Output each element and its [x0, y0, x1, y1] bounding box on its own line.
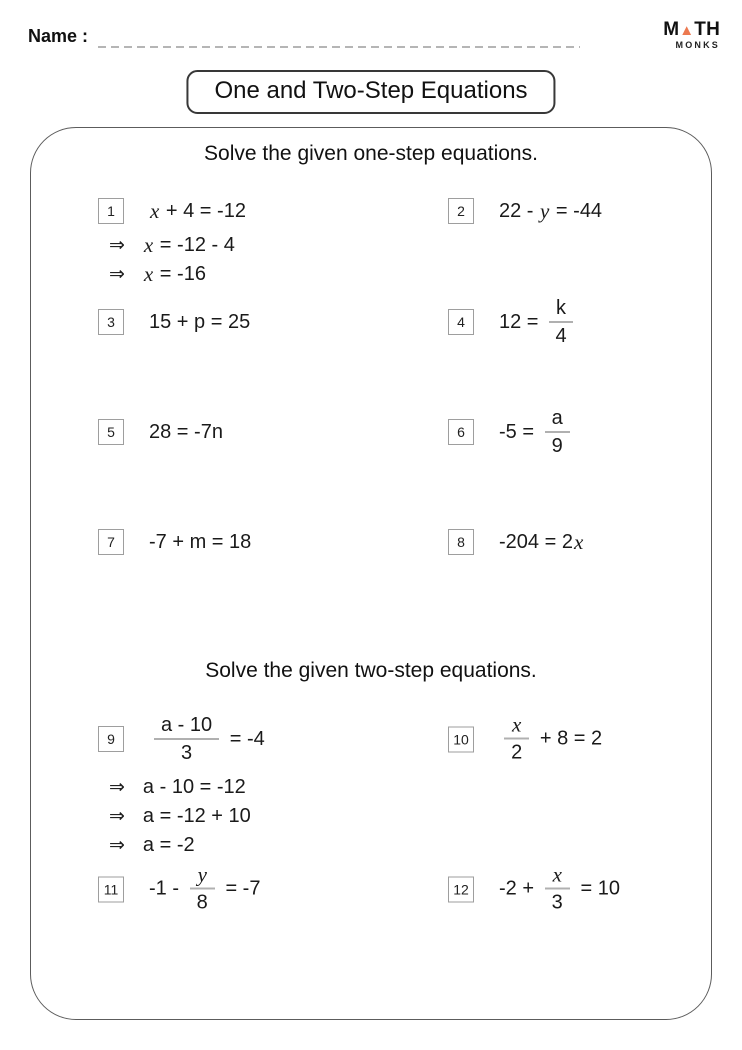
fraction-denominator: [181, 740, 192, 764]
section-heading-two-step: Solve the given two-step equations.: [205, 659, 537, 682]
equation-text: 3: [551, 891, 563, 914]
equation: [149, 862, 261, 914]
problem-number-box: 12: [448, 876, 474, 902]
problem-number-box: 9: [98, 726, 124, 752]
problem-7: [98, 529, 251, 555]
implies-arrow-icon: ⇒: [109, 264, 125, 285]
problem-3: [98, 309, 250, 335]
equation-text: + 4 = -12: [160, 199, 246, 222]
fraction-numerator: [190, 862, 215, 890]
problem-number-box: 5: [98, 419, 124, 445]
equation-text: -7 + m = 18: [149, 530, 252, 553]
equation: [149, 714, 265, 764]
fraction-numerator: [545, 862, 570, 890]
name-fill-line[interactable]: [98, 46, 580, 48]
variable: x: [552, 862, 562, 887]
equation-text: a = -2: [142, 834, 195, 856]
equation-text: 15 + p = 25: [149, 310, 251, 333]
work-line: [109, 234, 235, 257]
logo-wordmark: [663, 20, 720, 40]
variable: y: [197, 862, 207, 887]
problem-number-box: 3: [98, 309, 124, 335]
section-heading-one-step: Solve the given one-step equations.: [204, 142, 538, 165]
equation: [149, 421, 223, 444]
equation-text: 4: [555, 325, 567, 347]
fraction-numerator: [154, 714, 219, 740]
equation-text: 3: [181, 742, 193, 764]
equation-text: = -4: [224, 727, 265, 750]
equation: [499, 407, 575, 457]
implies-arrow-icon: ⇒: [109, 777, 125, 798]
fraction-denominator: [552, 433, 563, 457]
triangle-icon: ▲: [679, 22, 695, 39]
equation: [499, 297, 578, 347]
fraction: [545, 407, 570, 457]
fraction: [545, 862, 570, 914]
fraction-denominator: [197, 890, 208, 914]
fraction-numerator: [545, 407, 570, 433]
equation-text: -1 -: [149, 877, 185, 900]
equation: [499, 531, 584, 554]
fraction: [549, 297, 573, 347]
equation: [149, 200, 246, 223]
math-monks-logo: [663, 20, 720, 50]
problem-number-box: 6: [448, 419, 474, 445]
worked-solution-1: [109, 234, 235, 286]
fraction-denominator: [552, 890, 563, 914]
work-line: [109, 834, 251, 857]
equation: [149, 311, 250, 334]
implies-arrow-icon: ⇒: [109, 835, 125, 856]
work-line: [109, 263, 235, 286]
problem-5: [98, 419, 223, 445]
fraction-numerator: [549, 297, 573, 323]
implies-arrow-icon: ⇒: [109, 806, 125, 827]
problem-10: [448, 712, 603, 764]
problem-9: [98, 714, 265, 764]
logo-th: TH: [694, 19, 720, 40]
variable: x: [573, 529, 584, 554]
fraction: [154, 714, 219, 764]
variable: x: [512, 712, 522, 737]
worksheet-title: One and Two-Step Equations: [186, 70, 555, 114]
equation-text: k: [556, 297, 567, 319]
work-line: [109, 776, 251, 799]
equation: [149, 531, 251, 554]
equation-text: 8: [196, 891, 208, 914]
name-label: Name :: [28, 26, 89, 46]
equation-text: = -44: [550, 199, 603, 222]
fraction: [190, 862, 215, 914]
equation-text: a = -12 + 10: [142, 805, 251, 827]
worked-solution-9: [109, 776, 251, 857]
logo-m: M: [663, 19, 680, 40]
fraction-denominator: [511, 740, 522, 764]
problem-11: [98, 862, 261, 914]
equation-text: = -12 - 4: [154, 234, 235, 256]
equation-text: a - 10 = -12: [142, 776, 246, 798]
problem-number-box: 7: [98, 529, 124, 555]
implies-arrow-icon: ⇒: [109, 235, 125, 256]
problem-number-box: 8: [448, 529, 474, 555]
equation: [499, 862, 620, 914]
equation-text: = -16: [154, 263, 206, 285]
equation-text: 28 = -7n: [149, 420, 223, 443]
variable: x: [143, 262, 154, 286]
equation-text: -5 =: [499, 420, 540, 443]
variable: x: [143, 233, 154, 257]
problem-number-box: 11: [98, 876, 124, 902]
equation-text: a - 10: [161, 714, 213, 736]
problem-2: [448, 198, 602, 224]
work-line: [109, 805, 251, 828]
logo-subtext: MONKS: [675, 39, 720, 50]
equation-text: = -7: [219, 877, 261, 900]
equation-text: -2 +: [499, 877, 540, 900]
equation-text: + 8 = 2: [534, 727, 603, 750]
fraction-denominator: [555, 323, 566, 347]
equation-text: 9: [551, 435, 563, 457]
equation: [499, 712, 603, 764]
problem-8: [448, 529, 584, 555]
fraction: [504, 712, 529, 764]
variable: x: [150, 198, 160, 223]
equation-text: = 10: [574, 877, 620, 900]
equation-text: a: [551, 407, 563, 429]
problem-4: [448, 297, 578, 347]
problem-number-box: 2: [448, 198, 474, 224]
problem-number-box: 1: [98, 198, 124, 224]
equation-text: 12 =: [499, 310, 545, 333]
problem-number-box: 4: [448, 309, 474, 335]
problem-12: [448, 862, 620, 914]
variable: y: [540, 198, 550, 223]
problem-1: [98, 198, 246, 224]
equation-text: 22 -: [499, 199, 540, 222]
worksheet-body: [30, 127, 712, 1020]
fraction-numerator: [504, 712, 529, 740]
equation-text: 2: [511, 741, 523, 764]
equation: [499, 200, 602, 223]
problem-number-box: 10: [448, 726, 474, 752]
equation-text: -204 = 2: [499, 530, 573, 553]
problem-6: [448, 407, 575, 457]
